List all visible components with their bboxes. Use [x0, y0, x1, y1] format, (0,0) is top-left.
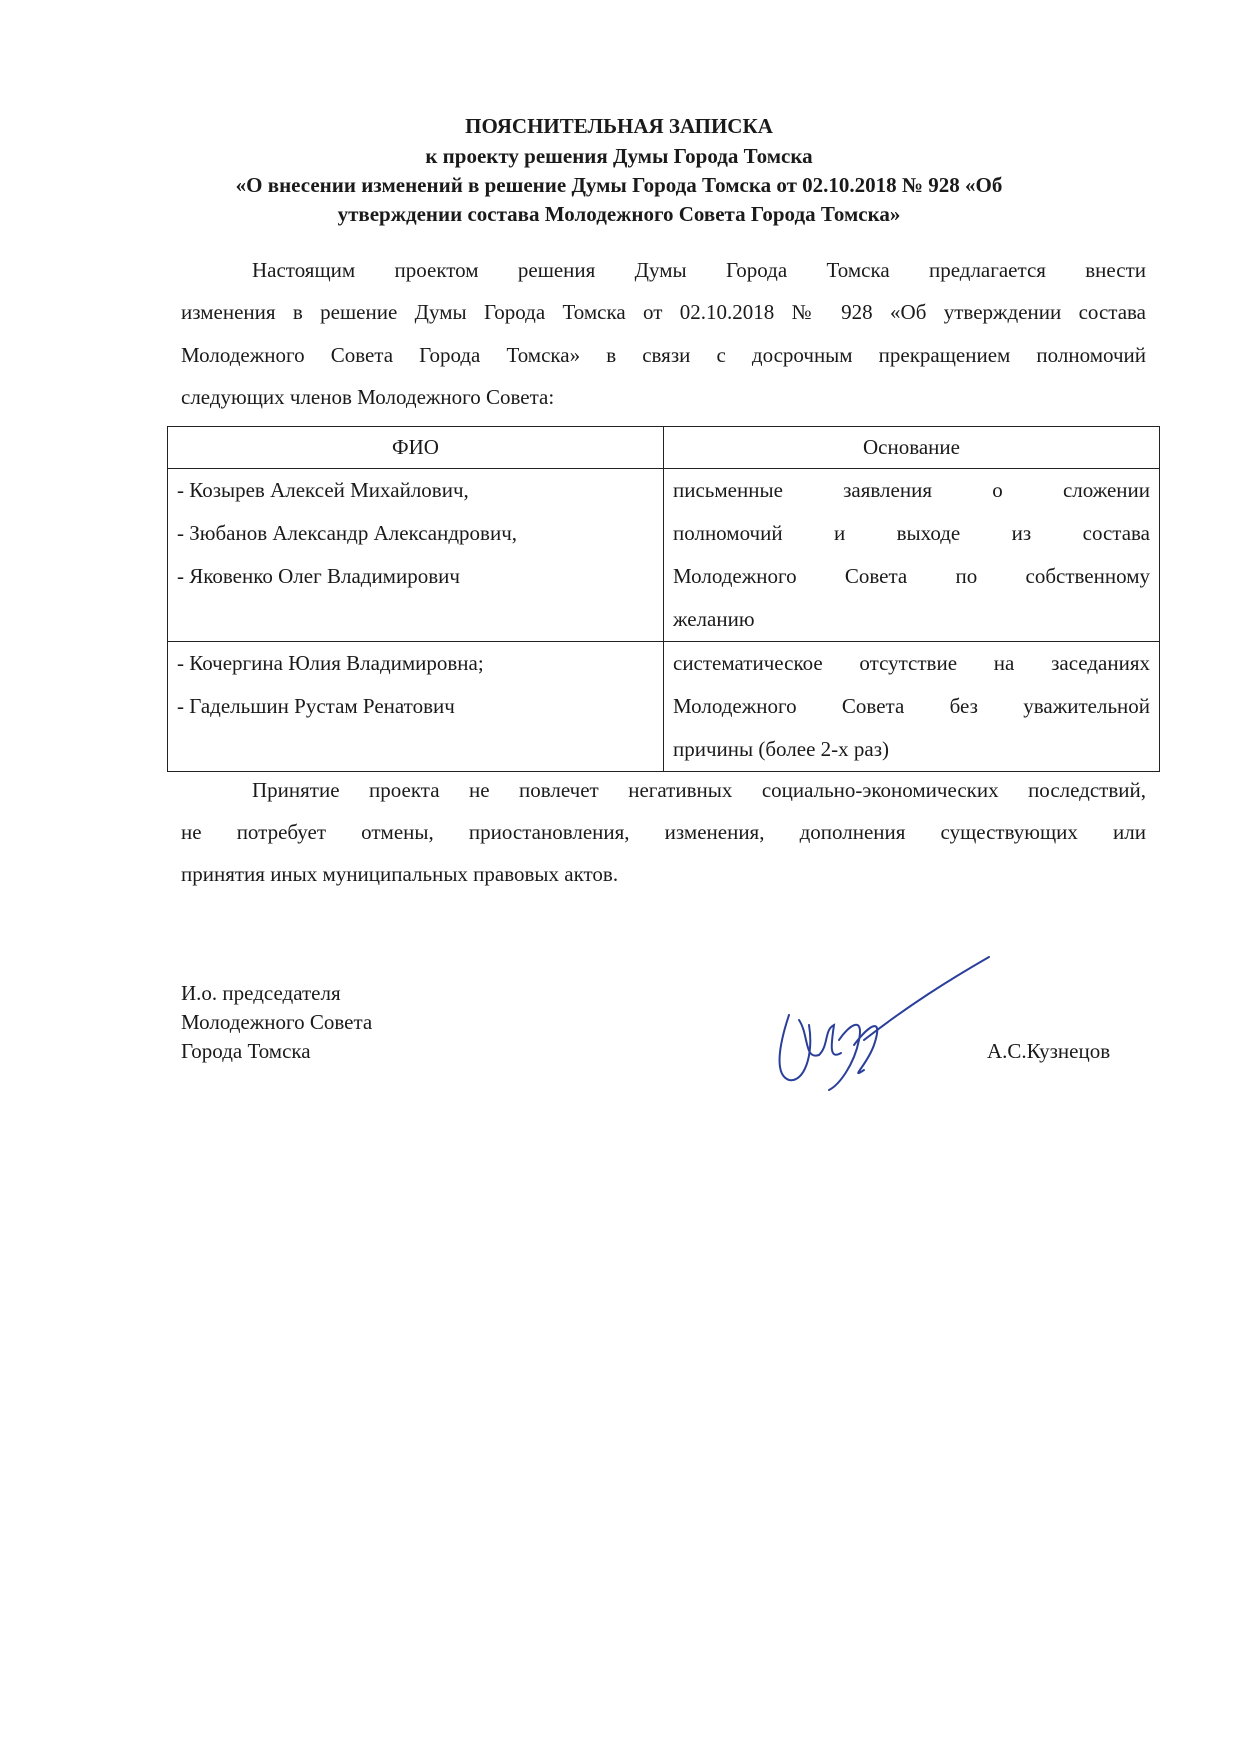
member-name: - Яковенко Олег Владимирович [177, 564, 460, 588]
reason-cell [664, 642, 1160, 772]
reason-line: Молодежного Совета по собственному [673, 564, 1150, 588]
member-name: - Зюбанов Александр Александрович, [177, 521, 518, 545]
document-title: ПОЯСНИТЕЛЬНАЯ ЗАПИСКА [465, 114, 773, 138]
members-table [167, 426, 1160, 772]
names-cell [168, 469, 664, 642]
conclusion-line: Принятие проекта не повлечет негативных социально-экономических последствий, [252, 778, 1146, 802]
decision-title-line-2: утверждении состава Молодежного Совета Города Томска» [337, 202, 901, 226]
reason-line: письменные заявления о сложении [673, 478, 1150, 502]
intro-line: Настоящим проектом решения Думы Города Томска предлагается внести [252, 258, 1146, 282]
intro-line: Молодежного Совета Города Томска» в связи с досрочным прекращением полномочий [181, 343, 1146, 367]
intro-line: следующих членов Молодежного Совета: [181, 385, 555, 409]
member-name: - Козырев Алексей Михайлович, [177, 478, 469, 502]
signatory-name: А.С.Кузнецов [987, 1039, 1111, 1063]
reason-line: Молодежного Совета без уважительной [673, 694, 1150, 718]
member-name: - Гадельшин Рустам Ренатович [177, 694, 455, 718]
column-header-reason: Основание [664, 427, 1160, 469]
reason-line: причины (более 2-х раз) [673, 737, 889, 761]
table-row [168, 642, 1160, 772]
conclusion-line: не потребует отмены, приостановления, изменения, дополнения существующих или [181, 820, 1146, 844]
decision-title-line-1: «О внесении изменений в решение Думы Города Томска от 02.10.2018 № 928 «Об [235, 173, 1003, 197]
conclusion-line: принятия иных муниципальных правовых актов. [181, 862, 619, 886]
handwritten-signature [769, 945, 999, 1100]
reason-line: полномочий и выходе из состава [673, 521, 1150, 545]
signatory-position: Молодежного Совета [181, 1010, 373, 1034]
names-cell [168, 642, 664, 772]
table-row [168, 469, 1160, 642]
intro-line: изменения в решение Думы Города Томска от 02.10.2018 № 928 «Об утверждении состава [181, 300, 1146, 324]
column-header-name: ФИО [168, 427, 664, 469]
table-header-row [168, 427, 1160, 469]
signatory-position: И.о. председателя [181, 981, 341, 1005]
reason-cell [664, 469, 1160, 642]
member-name: - Кочергина Юлия Владимировна; [177, 651, 484, 675]
signatory-position: Города Томска [181, 1039, 311, 1063]
reason-line: систематическое отсутствие на заседаниях [673, 651, 1150, 675]
document-subtitle: к проекту решения Думы Города Томска [425, 144, 813, 168]
reason-line: желанию [673, 607, 755, 631]
